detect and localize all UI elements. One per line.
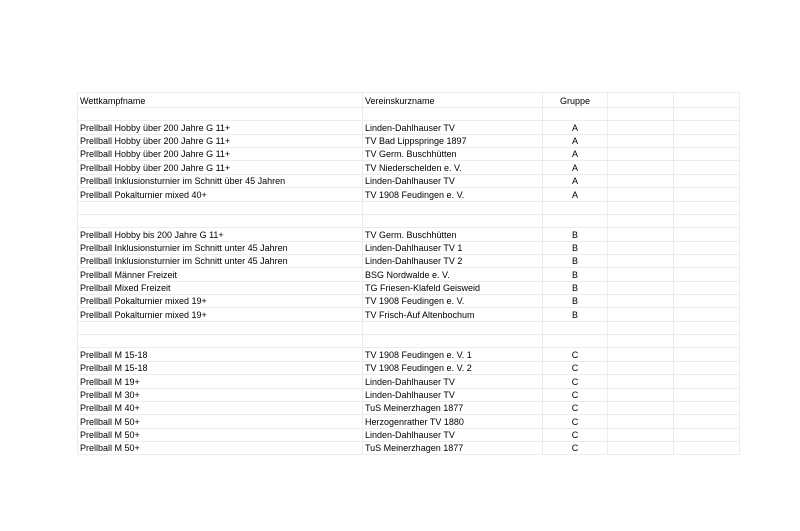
cell-competition: Prellball Mixed Freizeit — [78, 281, 363, 294]
empty-cell — [608, 254, 674, 267]
table-row — [78, 121, 740, 134]
spacer-row — [78, 335, 740, 348]
table-row — [78, 388, 740, 401]
empty-cell — [608, 388, 674, 401]
cell-competition: Prellball M 50+ — [78, 428, 363, 441]
empty-cell — [608, 415, 674, 428]
empty-cell — [608, 335, 674, 348]
empty-cell — [363, 335, 543, 348]
competition-table — [77, 92, 740, 455]
empty-cell — [674, 375, 740, 388]
cell-club: Linden-Dahlhauser TV — [363, 428, 543, 441]
empty-cell — [674, 268, 740, 281]
empty-cell — [674, 161, 740, 174]
empty-cell — [608, 214, 674, 227]
cell-group: A — [543, 174, 608, 187]
cell-competition: Prellball M 15-18 — [78, 361, 363, 374]
table-row — [78, 268, 740, 281]
table-row — [78, 161, 740, 174]
table-row — [78, 134, 740, 147]
empty-cell — [674, 254, 740, 267]
spreadsheet — [77, 92, 739, 455]
empty-cell — [608, 108, 674, 121]
table-row — [78, 174, 740, 187]
cell-club: TV 1908 Feudingen e. V. 2 — [363, 361, 543, 374]
cell-group: A — [543, 121, 608, 134]
empty-cell — [363, 108, 543, 121]
empty-cell — [608, 295, 674, 308]
cell-competition: Prellball Pokalturnier mixed 19+ — [78, 295, 363, 308]
empty-cell — [674, 415, 740, 428]
empty-cell — [674, 148, 740, 161]
table-row — [78, 375, 740, 388]
cell-club: TV 1908 Feudingen e. V. 1 — [363, 348, 543, 361]
empty-cell — [78, 108, 363, 121]
cell-competition: Prellball Hobby über 200 Jahre G 11+ — [78, 121, 363, 134]
table-row — [78, 228, 740, 241]
cell-competition: Prellball M 30+ — [78, 388, 363, 401]
header-row — [78, 93, 740, 108]
cell-group: C — [543, 415, 608, 428]
empty-cell — [674, 295, 740, 308]
empty-cell — [78, 214, 363, 227]
cell-competition: Prellball M 40+ — [78, 401, 363, 414]
empty-cell — [674, 201, 740, 214]
empty-cell — [674, 401, 740, 414]
cell-club: TuS Meinerzhagen 1877 — [363, 401, 543, 414]
empty-cell — [608, 268, 674, 281]
cell-group: C — [543, 348, 608, 361]
table-row — [78, 308, 740, 321]
empty-cell — [674, 281, 740, 294]
empty-cell — [78, 335, 363, 348]
cell-competition: Prellball M 50+ — [78, 441, 363, 454]
cell-club: TV 1908 Feudingen e. V. — [363, 295, 543, 308]
empty-cell — [543, 201, 608, 214]
spacer-row — [78, 108, 740, 121]
cell-club: TG Friesen-Klafeld Geisweid — [363, 281, 543, 294]
empty-cell — [674, 428, 740, 441]
cell-club: Linden-Dahlhauser TV — [363, 174, 543, 187]
table-row — [78, 295, 740, 308]
empty-cell — [78, 321, 363, 334]
cell-competition: Prellball Inklusionsturnier im Schnitt über 45 Jahren — [78, 174, 363, 187]
empty-cell — [363, 321, 543, 334]
cell-group: C — [543, 428, 608, 441]
cell-group: A — [543, 188, 608, 201]
empty-cell — [608, 308, 674, 321]
cell-competition: Prellball Pokalturnier mixed 40+ — [78, 188, 363, 201]
empty-cell — [608, 188, 674, 201]
empty-cell — [674, 214, 740, 227]
empty-cell — [674, 441, 740, 454]
empty-cell — [608, 93, 674, 108]
cell-club: Herzogenrather TV 1880 — [363, 415, 543, 428]
spacer-row — [78, 201, 740, 214]
empty-cell — [608, 281, 674, 294]
empty-cell — [543, 108, 608, 121]
empty-cell — [363, 214, 543, 227]
empty-cell — [608, 428, 674, 441]
cell-group: A — [543, 134, 608, 147]
empty-cell — [674, 241, 740, 254]
cell-club: TV Germ. Buschhütten — [363, 228, 543, 241]
cell-competition: Prellball M 15-18 — [78, 348, 363, 361]
spacer-row — [78, 321, 740, 334]
empty-cell — [608, 121, 674, 134]
cell-club: TV Frisch-Auf Altenbochum — [363, 308, 543, 321]
cell-group: B — [543, 295, 608, 308]
empty-cell — [608, 148, 674, 161]
empty-cell — [608, 401, 674, 414]
table-row — [78, 281, 740, 294]
cell-competition: Prellball Hobby über 200 Jahre G 11+ — [78, 134, 363, 147]
empty-cell — [608, 161, 674, 174]
empty-cell — [674, 174, 740, 187]
cell-club: Linden-Dahlhauser TV — [363, 121, 543, 134]
cell-group: B — [543, 268, 608, 281]
empty-cell — [674, 361, 740, 374]
cell-group: C — [543, 375, 608, 388]
cell-club: Linden-Dahlhauser TV — [363, 375, 543, 388]
empty-cell — [608, 375, 674, 388]
empty-cell — [674, 228, 740, 241]
empty-cell — [674, 335, 740, 348]
empty-cell — [363, 201, 543, 214]
empty-cell — [78, 201, 363, 214]
empty-cell — [674, 108, 740, 121]
table-row — [78, 441, 740, 454]
cell-club: TV Germ. Buschhütten — [363, 148, 543, 161]
table-row — [78, 415, 740, 428]
cell-competition: Prellball M 19+ — [78, 375, 363, 388]
empty-cell — [674, 321, 740, 334]
cell-group: C — [543, 388, 608, 401]
table-row — [78, 241, 740, 254]
cell-club: TV 1908 Feudingen e. V. — [363, 188, 543, 201]
cell-competition: Prellball Inklusionsturnier im Schnitt unter 45 Jahren — [78, 241, 363, 254]
cell-competition: Prellball M 50+ — [78, 415, 363, 428]
cell-group: B — [543, 308, 608, 321]
cell-club: Linden-Dahlhauser TV 2 — [363, 254, 543, 267]
cell-group: B — [543, 228, 608, 241]
cell-competition: Prellball Männer Freizeit — [78, 268, 363, 281]
table-row — [78, 254, 740, 267]
table-row — [78, 348, 740, 361]
cell-club: TuS Meinerzhagen 1877 — [363, 441, 543, 454]
cell-competition: Prellball Hobby über 200 Jahre G 11+ — [78, 148, 363, 161]
empty-cell — [608, 241, 674, 254]
empty-cell — [674, 134, 740, 147]
cell-club: TV Bad Lippspringe 1897 — [363, 134, 543, 147]
cell-competition: Prellball Pokalturnier mixed 19+ — [78, 308, 363, 321]
cell-group: B — [543, 241, 608, 254]
empty-cell — [674, 121, 740, 134]
empty-cell — [674, 388, 740, 401]
empty-cell — [608, 361, 674, 374]
empty-cell — [543, 214, 608, 227]
empty-cell — [674, 308, 740, 321]
header-group: Gruppe — [543, 93, 608, 108]
cell-club: Linden-Dahlhauser TV — [363, 388, 543, 401]
table-row — [78, 428, 740, 441]
empty-cell — [674, 348, 740, 361]
empty-cell — [608, 228, 674, 241]
cell-group: B — [543, 281, 608, 294]
empty-cell — [674, 188, 740, 201]
empty-cell — [543, 335, 608, 348]
cell-group: A — [543, 161, 608, 174]
empty-cell — [608, 201, 674, 214]
table-row — [78, 188, 740, 201]
cell-group: C — [543, 401, 608, 414]
cell-group: B — [543, 254, 608, 267]
spacer-row — [78, 214, 740, 227]
cell-competition: Prellball Inklusionsturnier im Schnitt unter 45 Jahren — [78, 254, 363, 267]
header-club: Vereinskurzname — [363, 93, 543, 108]
empty-cell — [608, 321, 674, 334]
empty-cell — [608, 174, 674, 187]
cell-competition: Prellball Hobby über 200 Jahre G 11+ — [78, 161, 363, 174]
table-row — [78, 148, 740, 161]
cell-group: A — [543, 148, 608, 161]
cell-club: BSG Nordwalde e. V. — [363, 268, 543, 281]
cell-competition: Prellball Hobby bis 200 Jahre G 11+ — [78, 228, 363, 241]
cell-club: TV Niederschelden e. V. — [363, 161, 543, 174]
cell-group: C — [543, 361, 608, 374]
empty-cell — [608, 134, 674, 147]
empty-cell — [608, 348, 674, 361]
empty-cell — [543, 321, 608, 334]
cell-group: C — [543, 441, 608, 454]
empty-cell — [674, 93, 740, 108]
header-competition: Wettkampfname — [78, 93, 363, 108]
table-row — [78, 401, 740, 414]
empty-cell — [608, 441, 674, 454]
table-row — [78, 361, 740, 374]
cell-club: Linden-Dahlhauser TV 1 — [363, 241, 543, 254]
